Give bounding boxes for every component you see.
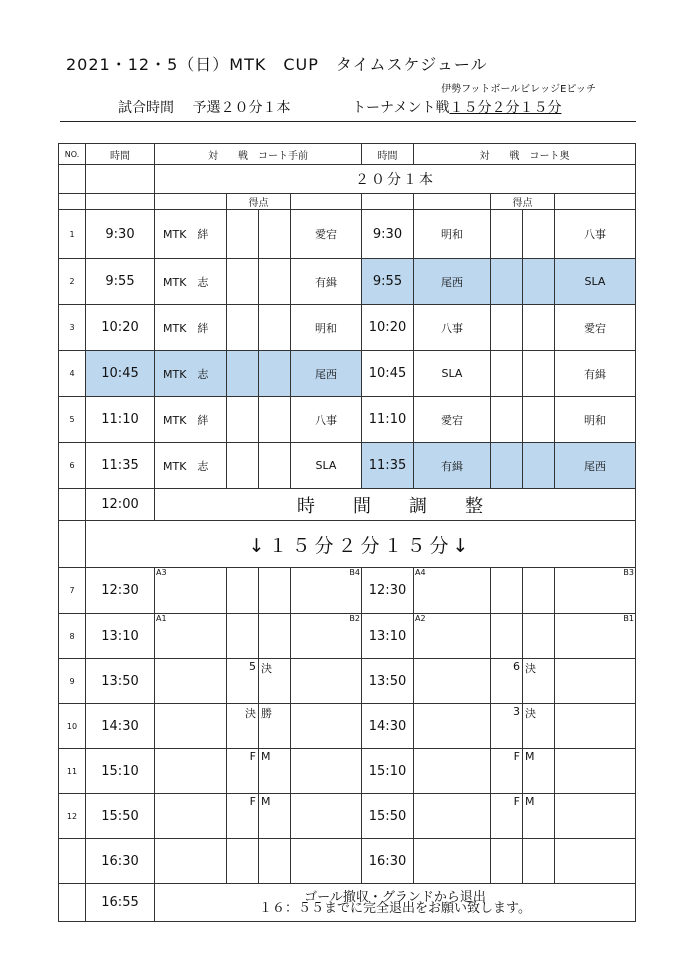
back-team: 愛宕 xyxy=(414,397,491,443)
front-team: MTK 絆 xyxy=(155,305,227,351)
tournament-value: １５分２分１５分 xyxy=(449,100,562,116)
match-time: 16:30 xyxy=(86,839,155,884)
back-score-2 xyxy=(523,397,555,443)
front-seed-left xyxy=(155,659,227,704)
prelim-row xyxy=(59,443,636,489)
front-score-1 xyxy=(227,704,259,749)
back-opponent: SLA xyxy=(555,259,636,305)
seed-label: B2 xyxy=(349,614,360,623)
match-no: 9 xyxy=(59,659,86,704)
front-score-1 xyxy=(227,443,259,489)
front-seed-right xyxy=(291,568,362,614)
front-seed-right xyxy=(291,614,362,659)
match-time-back: 10:45 xyxy=(362,351,414,397)
empty-cell xyxy=(259,839,291,884)
back-score-2 xyxy=(523,443,555,489)
back-score-1 xyxy=(491,568,523,614)
header-row xyxy=(59,144,636,165)
prelim-label-row xyxy=(59,165,636,194)
match-no: 11 xyxy=(59,749,86,794)
front-score-1 xyxy=(227,749,259,794)
front-opponent: 八事 xyxy=(291,397,362,443)
front-score-1 xyxy=(227,397,259,443)
front-seed-left xyxy=(155,704,227,749)
match-time-back: 13:50 xyxy=(362,659,414,704)
front-seed-left xyxy=(155,568,227,614)
back-opponent: 八事 xyxy=(555,210,636,259)
front-score-1 xyxy=(227,568,259,614)
empty-cell xyxy=(414,839,491,884)
match-no: 3 xyxy=(59,305,86,351)
back-seed-left xyxy=(414,614,491,659)
match-time: 14:30 xyxy=(86,704,155,749)
front-opponent: 明和 xyxy=(291,305,362,351)
match-time-back: 12:30 xyxy=(362,568,414,614)
back-score-2 xyxy=(523,794,555,839)
back-opponent: 尾西 xyxy=(555,443,636,489)
closing-row xyxy=(59,839,636,884)
back-team: 有緝 xyxy=(414,443,491,489)
seed-label: A1 xyxy=(156,614,167,623)
bracket-mark: 6 xyxy=(513,660,520,673)
match-no: 12 xyxy=(59,794,86,839)
front-score-1 xyxy=(227,794,259,839)
front-opponent: 愛宕 xyxy=(291,210,362,259)
empty-cell xyxy=(491,839,523,884)
back-opponent: 愛宕 xyxy=(555,305,636,351)
front-score-2 xyxy=(259,659,291,704)
front-opponent: 尾西 xyxy=(291,351,362,397)
match-time-back: 9:30 xyxy=(362,210,414,259)
front-opponent: 有緝 xyxy=(291,259,362,305)
back-score-2 xyxy=(523,659,555,704)
match-no: 10 xyxy=(59,704,86,749)
back-score-1 xyxy=(491,659,523,704)
front-seed-right xyxy=(291,794,362,839)
front-seed-right xyxy=(291,659,362,704)
back-seed-right xyxy=(555,614,636,659)
front-score-1 xyxy=(227,210,259,259)
match-no: 7 xyxy=(59,568,86,614)
front-seed-right xyxy=(291,704,362,749)
front-score-1 xyxy=(227,305,259,351)
tournament-row xyxy=(59,614,636,659)
match-time: 16:55 xyxy=(86,884,155,922)
match-no xyxy=(59,884,86,922)
seed-label: A4 xyxy=(415,568,426,577)
back-score-1 xyxy=(491,305,523,351)
prelim-row xyxy=(59,305,636,351)
bracket-mark: 勝 xyxy=(261,707,272,720)
prelim-label: ２０分１本 xyxy=(155,165,636,194)
tournament-banner: ↓１５分２分１５分↓ xyxy=(86,521,636,568)
match-no xyxy=(59,839,86,884)
back-team: SLA xyxy=(414,351,491,397)
match-time: 9:55 xyxy=(86,259,155,305)
back-score-2 xyxy=(523,614,555,659)
match-time: 15:10 xyxy=(86,749,155,794)
tournament-info xyxy=(352,97,561,117)
match-time-back: 11:35 xyxy=(362,443,414,489)
back-score-1 xyxy=(491,704,523,749)
front-score-1 xyxy=(227,351,259,397)
tournament-row xyxy=(59,704,636,749)
back-score-1 xyxy=(491,794,523,839)
match-no: 8 xyxy=(59,614,86,659)
empty-cell xyxy=(523,839,555,884)
score-header-front: 得点 xyxy=(227,194,291,210)
match-time-label: 試合時間 xyxy=(118,100,174,116)
match-time: 12:30 xyxy=(86,568,155,614)
closing-note-line-2: １６：５５までに完全退出をお願い致します。 xyxy=(259,900,531,916)
tournament-row xyxy=(59,794,636,839)
back-seed-right xyxy=(555,794,636,839)
front-seed-left xyxy=(155,614,227,659)
front-score-2 xyxy=(259,397,291,443)
seed-label: B3 xyxy=(623,568,634,577)
bracket-mark: F xyxy=(249,795,256,808)
match-time-info xyxy=(118,97,290,117)
match-time-value: 予選２０分１本 xyxy=(192,100,291,116)
front-score-2 xyxy=(259,443,291,489)
match-time: 10:45 xyxy=(86,351,155,397)
seed-label: A2 xyxy=(415,614,426,623)
back-seed-left xyxy=(414,568,491,614)
back-score-2 xyxy=(523,305,555,351)
front-seed-left xyxy=(155,794,227,839)
front-team: MTK 志 xyxy=(155,351,227,397)
match-time-back: 14:30 xyxy=(362,704,414,749)
back-team: 尾西 xyxy=(414,259,491,305)
tournament-row xyxy=(59,568,636,614)
back-seed-right xyxy=(555,568,636,614)
match-time: 9:30 xyxy=(86,210,155,259)
match-time-back: 15:50 xyxy=(362,794,414,839)
back-seed-right xyxy=(555,659,636,704)
front-score-2 xyxy=(259,794,291,839)
tournament-banner-row xyxy=(59,521,636,568)
front-score-2 xyxy=(259,614,291,659)
match-time-back: 10:20 xyxy=(362,305,414,351)
front-score-2 xyxy=(259,749,291,794)
final-row xyxy=(59,884,636,922)
seed-label: B4 xyxy=(349,568,360,577)
back-opponent: 明和 xyxy=(555,397,636,443)
back-team: 明和 xyxy=(414,210,491,259)
tournament-label: トーナメント戦 xyxy=(352,100,450,116)
bracket-mark: M xyxy=(261,750,271,763)
back-score-1 xyxy=(491,443,523,489)
match-time-back: 11:10 xyxy=(362,397,414,443)
bracket-mark: 3 xyxy=(513,705,520,718)
adjust-time: 12:00 xyxy=(86,489,155,521)
front-team: MTK 志 xyxy=(155,443,227,489)
empty-cell xyxy=(227,839,259,884)
bracket-mark: M xyxy=(525,750,535,763)
back-score-2 xyxy=(523,568,555,614)
front-seed-right xyxy=(291,749,362,794)
prelim-row xyxy=(59,351,636,397)
back-score-2 xyxy=(523,210,555,259)
front-score-1 xyxy=(227,614,259,659)
match-time: 10:20 xyxy=(86,305,155,351)
front-team: MTK 絆 xyxy=(155,210,227,259)
bracket-mark: M xyxy=(525,795,535,808)
match-time-back: 13:10 xyxy=(362,614,414,659)
col-front-court: 対 戦 コート手前 xyxy=(155,144,362,165)
back-score-2 xyxy=(523,704,555,749)
back-score-1 xyxy=(491,397,523,443)
front-score-2 xyxy=(259,259,291,305)
back-score-2 xyxy=(523,351,555,397)
match-time: 11:10 xyxy=(86,397,155,443)
closing-note xyxy=(155,884,636,922)
front-score-2 xyxy=(259,704,291,749)
back-seed-left xyxy=(414,659,491,704)
back-score-1 xyxy=(491,749,523,794)
match-time-back: 15:10 xyxy=(362,749,414,794)
back-score-1 xyxy=(491,351,523,397)
seed-label: A3 xyxy=(156,568,167,577)
adjust-no xyxy=(59,489,86,521)
closing-note-line-1: ゴール撤収・グランドから退出 xyxy=(304,889,486,905)
match-no: 2 xyxy=(59,259,86,305)
front-team: MTK 絆 xyxy=(155,397,227,443)
bracket-mark: 5 xyxy=(249,660,256,673)
front-score-2 xyxy=(259,351,291,397)
match-time: 13:10 xyxy=(86,614,155,659)
back-score-2 xyxy=(523,749,555,794)
prelim-row xyxy=(59,210,636,259)
col-time-2: 時間 xyxy=(362,144,414,165)
tournament-row xyxy=(59,659,636,704)
back-score-1 xyxy=(491,210,523,259)
bracket-mark: 決 xyxy=(261,662,272,675)
match-time-back: 9:55 xyxy=(362,259,414,305)
front-score-2 xyxy=(259,210,291,259)
match-no: 6 xyxy=(59,443,86,489)
bracket-mark: F xyxy=(513,750,520,763)
back-seed-left xyxy=(414,704,491,749)
adjust-label: 時 間 調 整 xyxy=(155,489,636,521)
back-seed-right xyxy=(555,704,636,749)
match-time: 13:50 xyxy=(86,659,155,704)
back-seed-left xyxy=(414,794,491,839)
match-time: 11:35 xyxy=(86,443,155,489)
back-opponent: 有緝 xyxy=(555,351,636,397)
match-no: 1 xyxy=(59,210,86,259)
back-score-1 xyxy=(491,614,523,659)
back-seed-left xyxy=(414,749,491,794)
back-seed-right xyxy=(555,749,636,794)
front-seed-left xyxy=(155,749,227,794)
front-score-1 xyxy=(227,659,259,704)
match-no: 4 xyxy=(59,351,86,397)
adjust-row xyxy=(59,489,636,521)
header-divider xyxy=(60,121,636,122)
col-time: 時間 xyxy=(86,144,155,165)
score-header-back: 得点 xyxy=(491,194,555,210)
match-time-back: 16:30 xyxy=(362,839,414,884)
col-no: NO. xyxy=(59,144,86,165)
tournament-row xyxy=(59,749,636,794)
col-back-court: 対 戦 コート奥 xyxy=(414,144,636,165)
banner-no xyxy=(59,521,86,568)
bracket-mark: 決 xyxy=(245,707,256,720)
schedule-table xyxy=(58,143,636,922)
schedule-title: 2021・12・5（日）MTK CUP タイムスケジュール xyxy=(66,55,488,74)
back-score-1 xyxy=(491,259,523,305)
empty-cell xyxy=(555,839,636,884)
bracket-mark: F xyxy=(513,795,520,808)
prelim-row xyxy=(59,259,636,305)
back-score-2 xyxy=(523,259,555,305)
venue-name: 伊勢フットボールビレッジEピッチ xyxy=(441,84,596,95)
front-score-2 xyxy=(259,305,291,351)
seed-label: B1 xyxy=(623,614,634,623)
front-score-1 xyxy=(227,259,259,305)
front-opponent: SLA xyxy=(291,443,362,489)
match-time: 15:50 xyxy=(86,794,155,839)
bracket-mark: 決 xyxy=(525,662,536,675)
front-team: MTK 志 xyxy=(155,259,227,305)
empty-cell xyxy=(291,839,362,884)
score-header-row xyxy=(59,194,636,210)
prelim-row xyxy=(59,397,636,443)
bracket-mark: F xyxy=(249,750,256,763)
empty-cell xyxy=(155,839,227,884)
match-no: 5 xyxy=(59,397,86,443)
back-team: 八事 xyxy=(414,305,491,351)
bracket-mark: M xyxy=(261,795,271,808)
bracket-mark: 決 xyxy=(525,707,536,720)
front-score-2 xyxy=(259,568,291,614)
